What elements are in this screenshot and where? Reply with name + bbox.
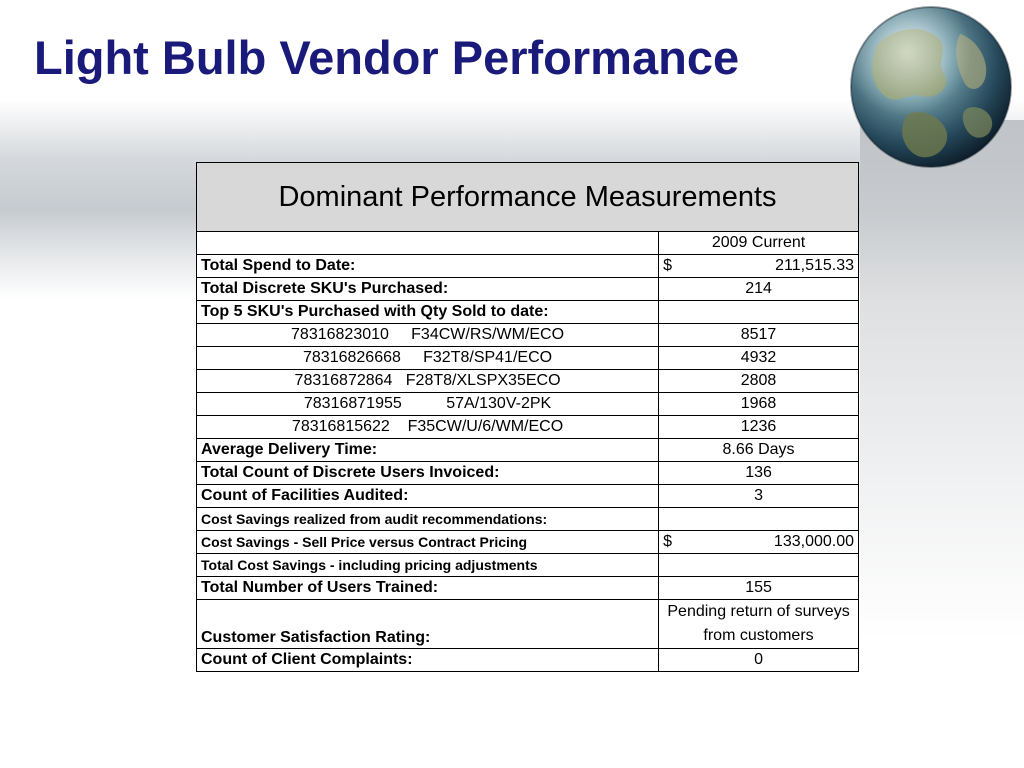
row-value [659, 531, 859, 554]
column-header-year: 2009 Current [659, 232, 859, 255]
table-row [197, 439, 859, 462]
table-row [197, 531, 859, 554]
row-label: Count of Client Complaints: [197, 649, 659, 672]
currency-amount: 211,515.33 [775, 257, 854, 274]
sku-row [197, 416, 859, 439]
row-label: Total Count of Discrete Users Invoiced: [197, 462, 659, 485]
row-value: 8.66 Days [659, 439, 859, 462]
table-row [197, 462, 859, 485]
row-label: Top 5 SKU's Purchased with Qty Sold to date: [197, 301, 659, 324]
sku-code: 78316823010 [291, 326, 389, 343]
column-header-blank [197, 232, 659, 255]
table-row [197, 485, 859, 508]
row-value: Pending return of surveys from customers [659, 600, 859, 649]
sku-code: 78316871955 [303, 395, 402, 412]
row-value [659, 554, 859, 577]
table-row [197, 508, 859, 531]
sku-cell [197, 324, 659, 347]
table-column-header-row [197, 232, 859, 255]
row-label: Average Delivery Time: [197, 439, 659, 462]
row-label: Total Number of Users Trained: [197, 577, 659, 600]
sku-description: 57A/130V-2PK [446, 395, 552, 412]
sku-cell [197, 370, 659, 393]
sku-row [197, 370, 859, 393]
table-heading-row [197, 163, 859, 232]
globe-image [848, 4, 1014, 170]
row-label: Total Cost Savings - including pricing adjustments [197, 554, 659, 577]
row-value [659, 508, 859, 531]
sku-code: 78316872864 [294, 372, 393, 389]
row-value: 155 [659, 577, 859, 600]
sku-quantity: 1968 [659, 393, 859, 416]
table-row [197, 554, 859, 577]
sku-cell [197, 416, 659, 439]
sku-quantity: 2808 [659, 370, 859, 393]
sku-code: 78316815622 [291, 418, 390, 435]
row-value: 214 [659, 278, 859, 301]
currency-symbol: $ [663, 257, 672, 274]
table-heading: Dominant Performance Measurements [197, 163, 859, 232]
sku-row [197, 393, 859, 416]
sku-row [197, 347, 859, 370]
table-row [197, 255, 859, 278]
sku-description: F34CW/RS/WM/ECO [411, 326, 565, 343]
table-row [197, 600, 859, 649]
sku-cell [197, 393, 659, 416]
row-value: 3 [659, 485, 859, 508]
table-row [197, 278, 859, 301]
performance-table [196, 162, 859, 672]
row-value: 0 [659, 649, 859, 672]
row-value: 136 [659, 462, 859, 485]
sku-code: 78316826668 [303, 349, 401, 366]
currency-amount: 133,000.00 [773, 533, 854, 550]
sku-quantity: 1236 [659, 416, 859, 439]
page-title: Light Bulb Vendor Performance [34, 31, 740, 84]
sku-description: F28T8/XLSPX35ECO [405, 372, 561, 389]
row-value [659, 255, 859, 278]
table-row [197, 649, 859, 672]
table-row [197, 577, 859, 600]
sku-quantity: 4932 [659, 347, 859, 370]
row-label: Total Spend to Date: [197, 255, 659, 278]
background-shadow [860, 120, 1024, 640]
row-label: Total Discrete SKU's Purchased: [197, 278, 659, 301]
row-label: Cost Savings - Sell Price versus Contract Pricing [197, 531, 659, 554]
row-label: Count of Facilities Audited: [197, 485, 659, 508]
row-label: Cost Savings realized from audit recommendations: [197, 508, 659, 531]
row-value [659, 301, 859, 324]
sku-description: F35CW/U/6/WM/ECO [407, 418, 564, 435]
sku-cell [197, 347, 659, 370]
sku-description: F32T8/SP41/ECO [423, 349, 553, 366]
sku-row [197, 324, 859, 347]
sku-quantity: 8517 [659, 324, 859, 347]
table-row [197, 301, 859, 324]
currency-symbol: $ [663, 533, 672, 550]
row-label: Customer Satisfaction Rating: [197, 600, 659, 649]
